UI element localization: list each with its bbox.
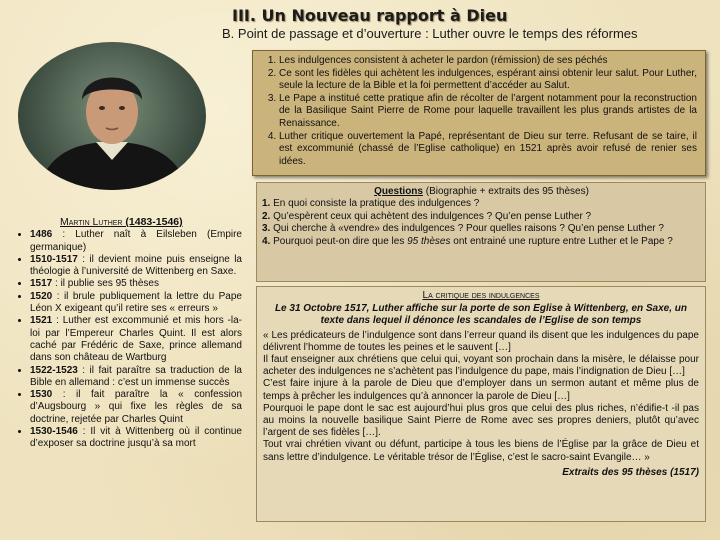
critique-paragraph: C’est faire injure à la parole de Dieu que d’employer dans un sermon autant et même plus de temps à prêcher les indulgences qu’à annoncer la parole de Dieu […] [263, 378, 699, 402]
critique-paragraph: Pourquoi le pape dont le sac est aujourd’hui plus gros que celui des plus riches, n’édifie-t -il pas au moins la nouvelle basilique Saint Pierre de Rome avec ses propres deniers, plutôt qu’avec l’argent de ses fidèles […]. [263, 402, 699, 439]
biography-list [4, 229, 242, 450]
biography-section [4, 216, 242, 536]
page-title: III. Un Nouveau rapport à Dieu [232, 6, 508, 25]
question-item: 3. Qui cherche à «vendre» des indulgences ? Pour quelles raisons ? Qu’en pense Luther ? [262, 223, 664, 235]
critique-paragraph: « Les prédicateurs de l’indulgence sont dans l’erreur quand ils disent que les indulgences du pape délivrent l’homme de toutes les peines et le sauvent […] [263, 329, 699, 353]
intro-item: 2. Ce sont les fidèles qui achètent les indulgences, espérant ainsi obtenir leur salut. Pour Luther, seule la lecture de la Bible et la foi permettent d’accéder au Salut. [279, 68, 697, 93]
critique-source: Extraits des 95 thèses (1517) [562, 466, 699, 478]
intro-list [259, 55, 697, 168]
critique-title: La critique des indulgences [422, 290, 540, 301]
biography-item: • 1486 : Luther naît à Eilsleben (Empire germanique) [30, 229, 242, 254]
questions-title: Questions (Biographie + extraits des 95 thèses) [374, 186, 589, 197]
biography-item: • 1530 : il fait paraître la « confession d’Augsbourg » qui fixe les règles de sa doctrine, rejetée par Charles Quint [30, 389, 242, 426]
biography-item: • 1530-1546 : Il vit à Wittenberg où il continue d’exposer sa doctrine jusqu’à sa mort [30, 426, 242, 451]
critique-box [256, 286, 706, 522]
intro-item: 1. Les indulgences consistent à acheter le pardon (rémission) de ses péchés [279, 55, 697, 68]
questions-box [256, 182, 706, 282]
portrait-luther-icon [18, 42, 206, 190]
question-item: 4. Pourquoi peut-on dire que les 95 thèses ont entrainé une rupture entre Luther et le Pape ? [262, 235, 673, 247]
critique-paragraph: Tout vrai chrétien vivant ou défunt, participe à tous les biens de l’Église par la grâce de Dieu et sans lettre d’indulgence. Le véritable trésor de l’Église, c’est le sacro-saint Evangile… » [263, 439, 699, 463]
biography-item: • 1521 : Luther est excommunié et mis hors -la-loi par l’Empereur Charles Quint. Il est alors caché par Frédéric de Saxe, prince allemand dans son château de Wartburg [30, 315, 242, 364]
critique-paragraph: Il faut enseigner aux chrétiens que celui qui, voyant son prochain dans la misère, le délaisse pour acheter des indulgences ne s’achètent pas l’indulgence du pape, mais l’indignation de Dieu […] [263, 354, 699, 378]
biography-title: Martin Luther (1483-1546) [60, 216, 183, 228]
critique-intro: Le 31 Octobre 1517, Luther affiche sur la porte de son Eglise à Wittenberg, en Saxe, un texte dans lequel il dénonce les scandales de l’Eglise de son temps [274, 303, 688, 327]
question-item: 2. Qu’espèrent ceux qui achètent des indulgences ? Qu’en pense Luther ? [262, 210, 592, 222]
intro-item: 4. Luther critique ouvertement la Papé, représentant de Dieu sur terre. Refusant de se taire, il est excommunié (chassé de l’Eglise catholique) en 1521 après avoir refusé de renier ses idées. [279, 131, 697, 169]
biography-item: • 1520 : il brule publiquement la lettre du Pape Léon X exigeant qu’il retire ses « erreurs » [30, 291, 242, 316]
intro-box [252, 50, 706, 176]
biography-item: • 1510-1517 : il devient moine puis enseigne la théologie à l’université de Wittenberg en Saxe. [30, 254, 242, 279]
question-item: 1. En quoi consiste la pratique des indulgences ? [262, 198, 480, 210]
biography-item: • 1517 : il publie ses 95 thèses [30, 278, 242, 290]
page-subtitle: B. Point de passage et d’ouverture : Luther ouvre le temps des réformes [222, 26, 638, 41]
biography-item: • 1522-1523 : il fait paraître sa traduction de la Bible en allemand : c’est un immense succès [30, 365, 242, 390]
intro-item: 3. Le Pape a institué cette pratique afin de récolter de l’argent notamment pour la reconstruction de la Basilique Saint Pierre de Rome pour laquelle travaillent les plus grands artistes de la Renaissance. [279, 93, 697, 131]
